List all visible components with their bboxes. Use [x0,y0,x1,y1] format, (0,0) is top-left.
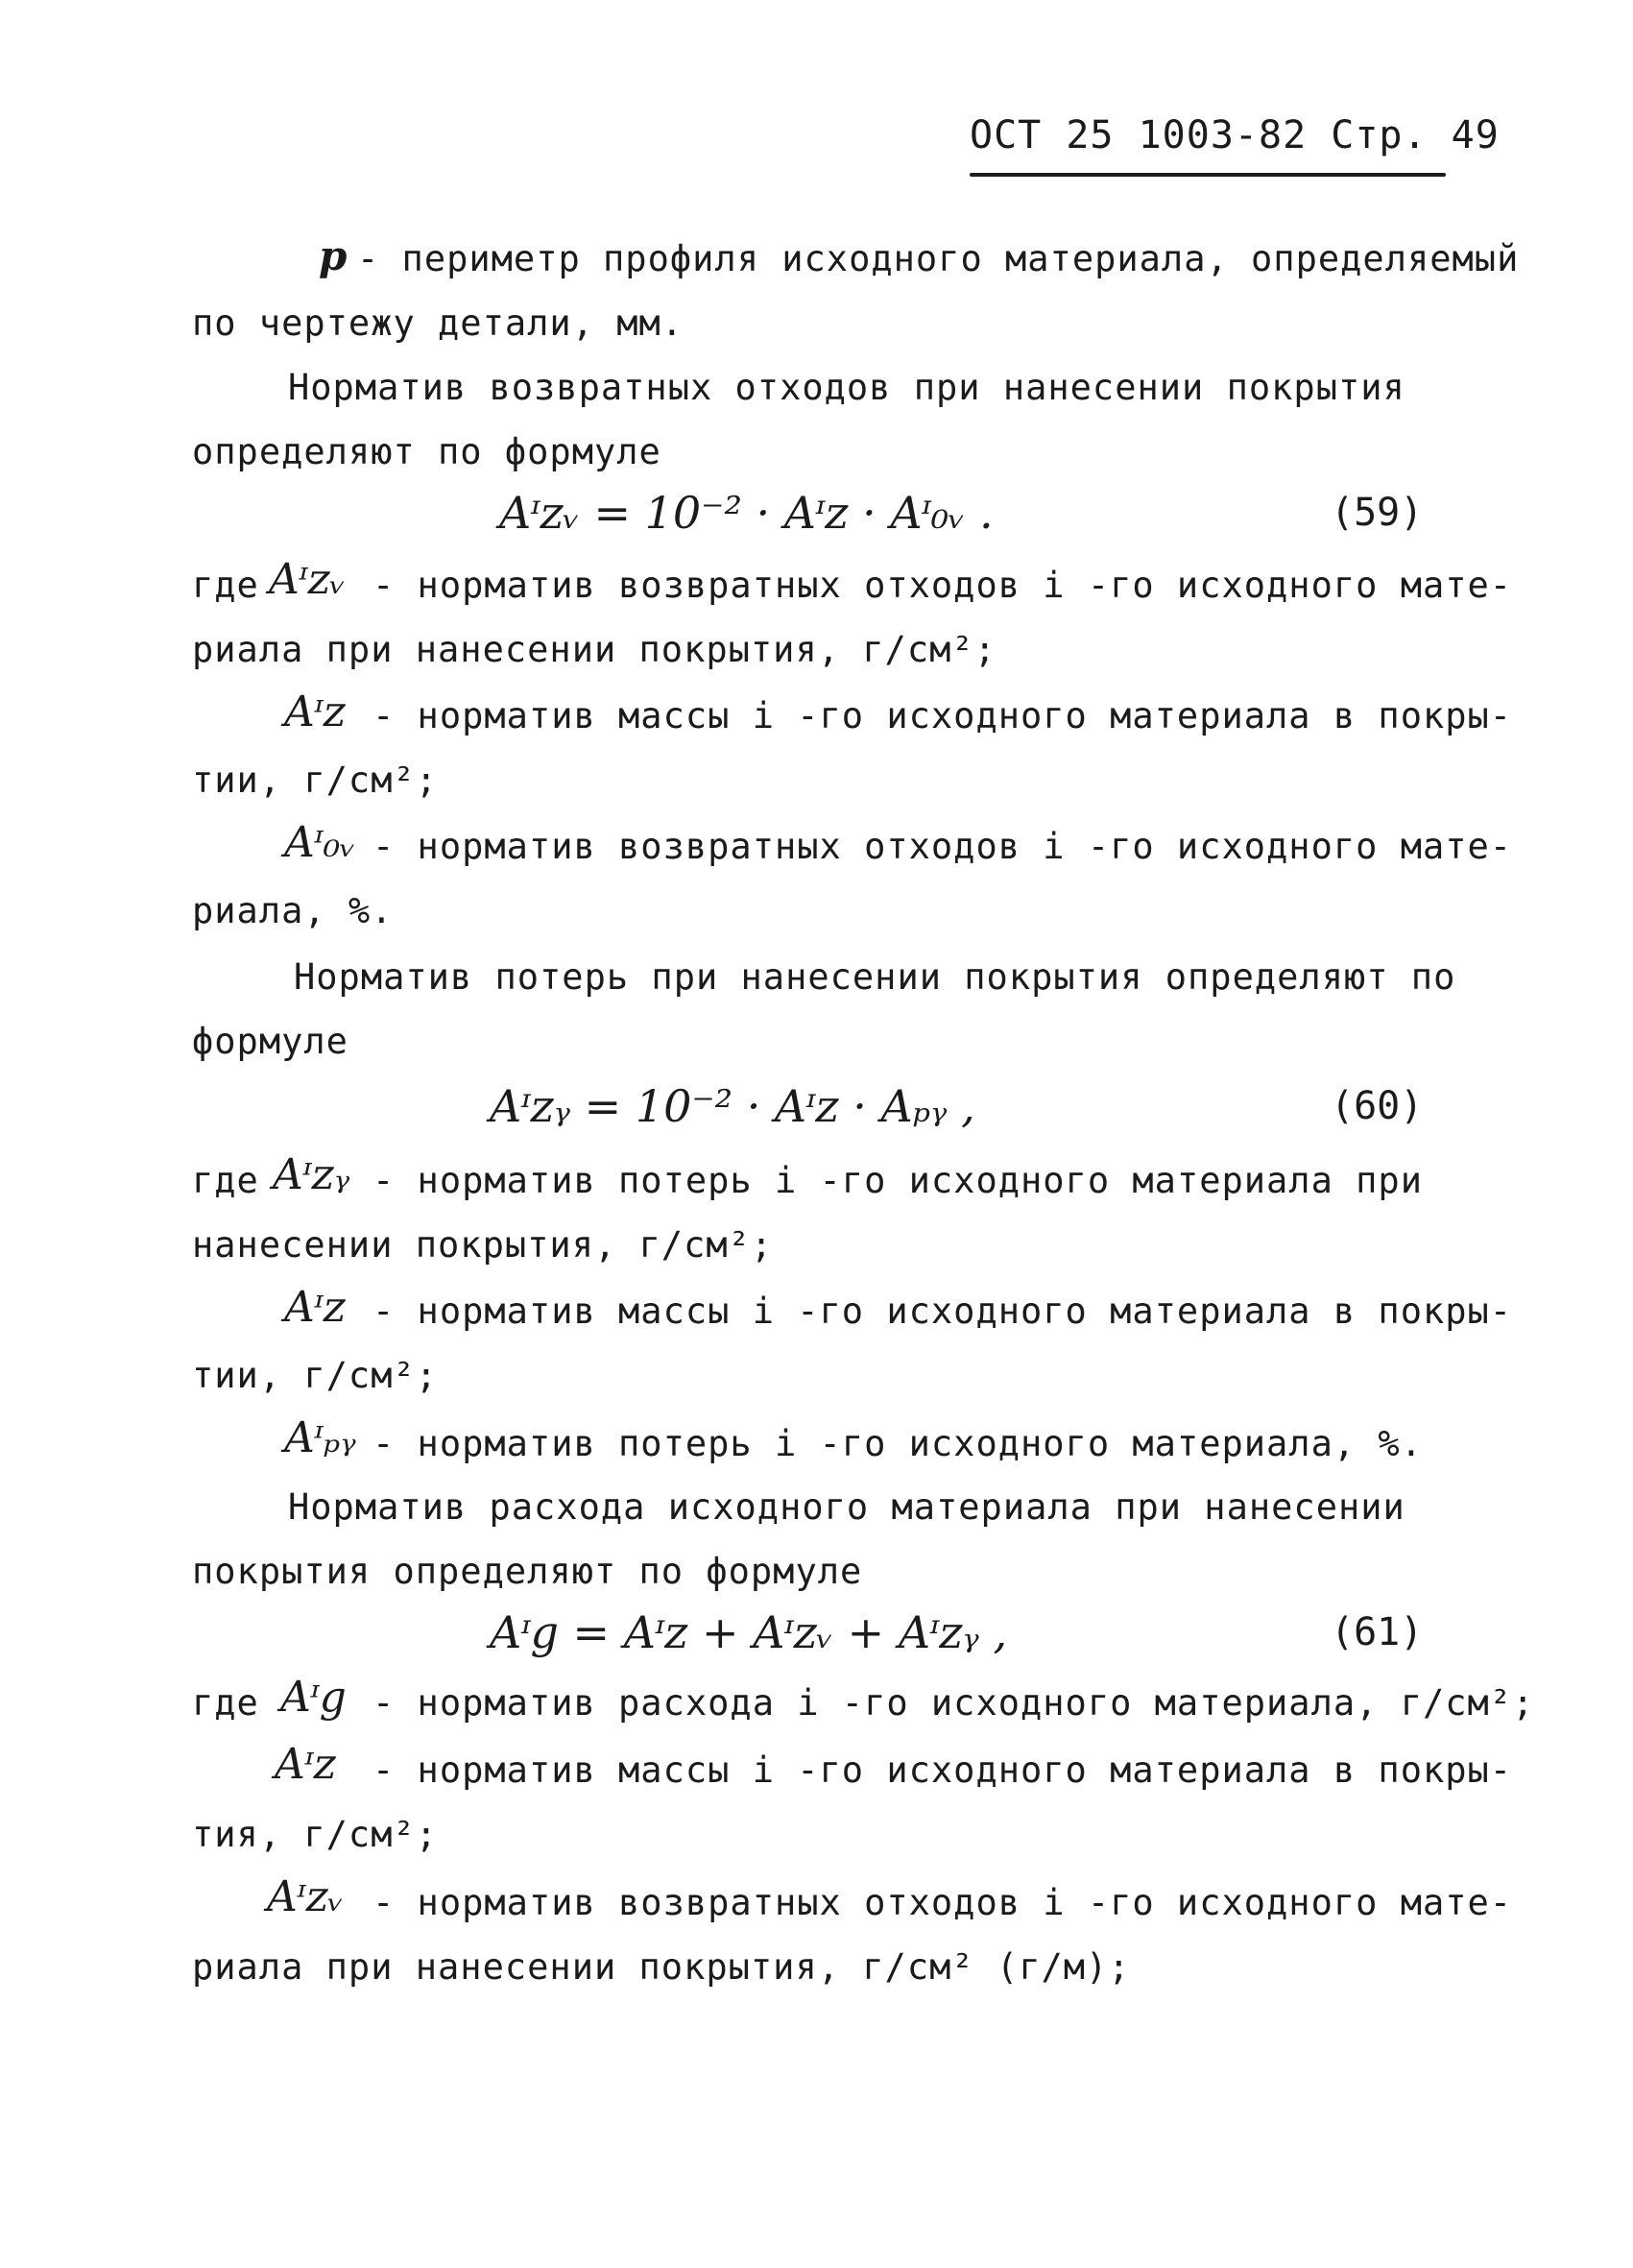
equation-number-59: (59) [1331,491,1424,535]
text-line: Норматив потерь при нанесении покрытия определяют по [294,956,1456,998]
symbol-A-z: Aᶦᴢ [284,1283,346,1332]
where-label: где [192,1682,259,1724]
formula-61: Aᶦg = Aᶦᴢ + Aᶦᴢᵥ + Aᶦᴢᵧ , [490,1606,1008,1658]
text-line: тия, г/см²; [192,1814,439,1855]
formula-59: Aᶦᴢᵥ = 10⁻² · Aᶦᴢ · Aᶦ₀ᵥ . [499,487,994,539]
header-underline [970,173,1446,177]
text-line: - норматив возвратных отходов i -го исходного мате- [372,1882,1513,1923]
text-line: - норматив возвратных отходов i -го исходного мате- [372,826,1513,867]
symbol-A-zv: Aᶦᴢᵥ [267,1872,345,1921]
symbol-A-z: Aᶦᴢ [275,1740,336,1789]
symbol-A-z: Aᶦᴢ [284,688,346,736]
where-label: где [192,565,259,606]
page-header: ОСТ 25 1003-82 Стр. 49 [970,113,1500,157]
text-line: - норматив массы i -го исходного материала в покры- [372,1291,1513,1332]
text-line: определяют по формуле [192,431,661,472]
equation-number-60: (60) [1331,1084,1424,1128]
text-line: риала, %. [192,890,394,931]
text-line: риала при нанесении покрытия, г/см²; [192,629,997,670]
text-line: - периметр профиля исходного материала, определяемый [357,238,1520,279]
text-line: Норматив возвратных отходов при нанесении покрытия [288,367,1405,408]
text-line: тии, г/см²; [192,1355,439,1396]
text-line: по чертежу детали, мм. [192,302,684,344]
symbol-A-py: Aᶦₚᵧ [284,1413,356,1462]
text-line: - норматив возвратных отходов i -го исходного мате- [372,565,1513,606]
text-line: - норматив потерь i -го исходного материала, %. [372,1423,1423,1464]
text-line: покрытия определяют по формуле [192,1551,863,1592]
text-line: Норматив расхода исходного материала при нанесении [288,1486,1405,1528]
symbol-A-g: Aᶦg [280,1673,347,1722]
symbol-A-ov: Aᶦ₀ᵥ [284,818,356,867]
symbol-p: p [319,232,348,279]
formula-60: Aᶦᴢᵧ = 10⁻² · Aᶦᴢ · Aₚᵧ , [490,1080,975,1132]
text-line: - норматив массы i -го исходного материала в покры- [372,1749,1513,1791]
symbol-A-zy: Aᶦᴢᵧ [273,1150,350,1199]
text-line: - норматив расхода i -го исходного материала, г/см²; [372,1682,1535,1724]
text-line: - норматив потерь i -го исходного материала при [372,1160,1423,1201]
text-line: нанесении покрытия, г/см²; [192,1224,774,1266]
symbol-A-zv: Aᶦᴢᵥ [269,555,347,604]
text-line: - норматив массы i -го исходного материала в покры- [372,695,1513,736]
text-line: риала при нанесении покрытия, г/см² (г/м); [192,1946,1131,1988]
where-label: где [192,1160,259,1201]
equation-number-61: (61) [1331,1610,1424,1654]
text-line: формуле [192,1021,348,1062]
text-line: тии, г/см²; [192,760,439,801]
